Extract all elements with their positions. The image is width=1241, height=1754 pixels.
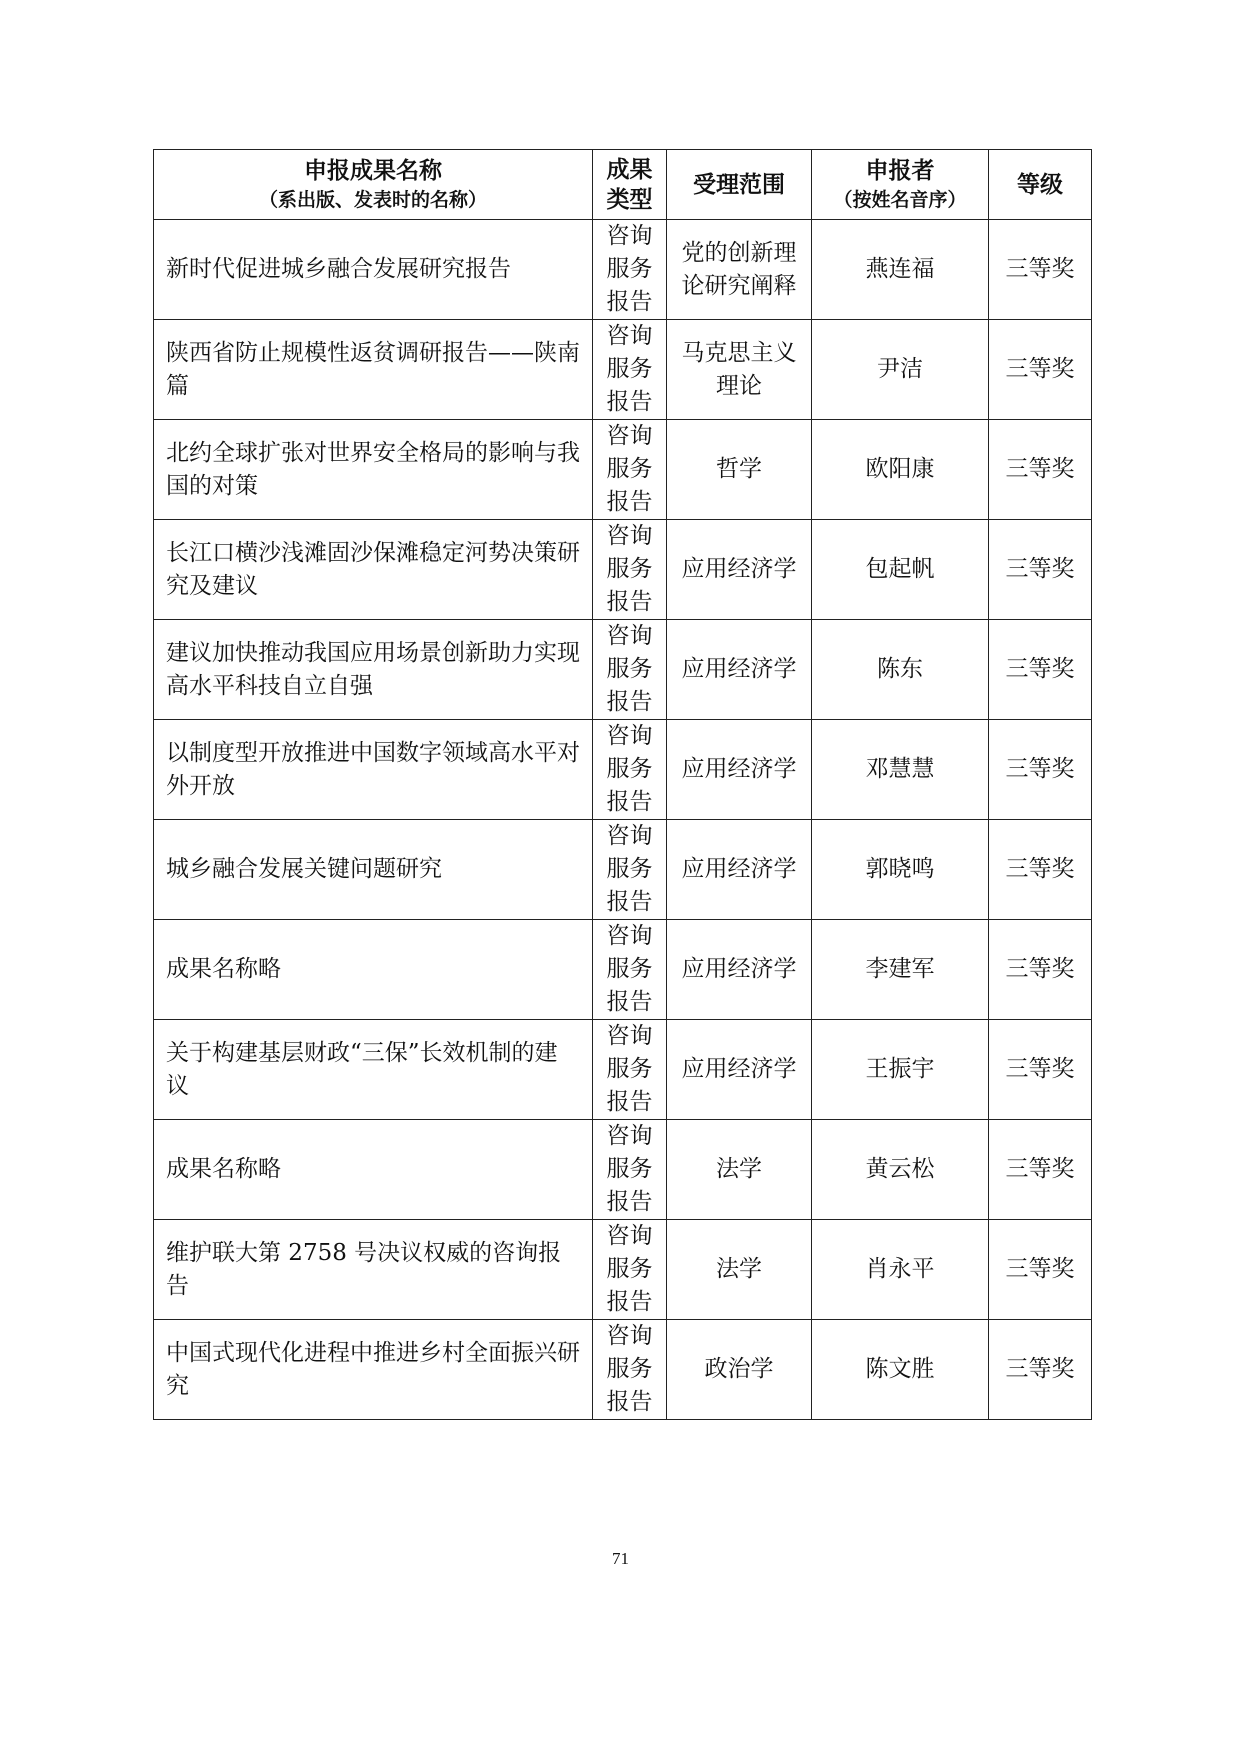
acceptance-scope-cell-text: 法学 — [716, 1156, 762, 1182]
page-number: 71 — [612, 1549, 629, 1568]
award-grade-cell: 三等奖 — [989, 720, 1092, 820]
achievement-type-cell-text: 咨询服务报告 — [606, 1123, 653, 1215]
award-grade-cell: 三等奖 — [989, 920, 1092, 1020]
award-grade-cell: 三等奖 — [989, 820, 1092, 920]
acceptance-scope-cell — [667, 1320, 812, 1420]
achievement-name-cell: 城乡融合发展关键问题研究 — [154, 820, 593, 920]
header-author-sub: （按姓名音序） — [833, 188, 967, 211]
award-grade-cell: 三等奖 — [989, 1020, 1092, 1120]
header-grade: 等级 — [989, 150, 1092, 220]
achievement-type-cell — [593, 220, 667, 320]
acceptance-scope-cell-text: 应用经济学 — [681, 656, 797, 682]
acceptance-scope-cell — [667, 420, 812, 520]
table-row — [154, 820, 1092, 920]
achievement-name-cell: 成果名称略 — [154, 1120, 593, 1220]
table-row — [154, 1320, 1092, 1420]
applicant-cell: 燕连福 — [812, 220, 989, 320]
header-type — [593, 150, 667, 220]
achievement-type-cell — [593, 820, 667, 920]
award-grade-cell: 三等奖 — [989, 220, 1092, 320]
applicant-cell: 郭晓鸣 — [812, 820, 989, 920]
header-name-sub: （系出版、发表时的名称） — [258, 188, 487, 211]
achievement-name-cell: 以制度型开放推进中国数字领域高水平对外开放 — [154, 720, 593, 820]
award-grade-cell: 三等奖 — [989, 1220, 1092, 1320]
achievement-name-cell: 成果名称略 — [154, 920, 593, 1020]
header-name-main: 申报成果名称 — [304, 156, 442, 184]
achievement-type-cell-text: 咨询服务报告 — [606, 623, 653, 715]
achievement-type-cell — [593, 420, 667, 520]
achievement-type-cell-text: 咨询服务报告 — [606, 823, 653, 915]
achievement-type-cell-text: 咨询服务报告 — [606, 523, 653, 615]
acceptance-scope-cell-text: 党的创新理论研究阐释 — [681, 239, 797, 299]
achievement-name-cell: 陕西省防止规模性返贫调研报告——陕南篇 — [154, 320, 593, 420]
header-author — [812, 150, 989, 220]
achievement-type-cell-text: 咨询服务报告 — [606, 1323, 653, 1415]
table-row — [154, 520, 1092, 620]
achievement-type-cell-text: 咨询服务报告 — [606, 323, 653, 415]
acceptance-scope-cell-text: 哲学 — [716, 456, 762, 482]
table-row — [154, 620, 1092, 720]
table-body — [154, 220, 1092, 1420]
award-grade-cell: 三等奖 — [989, 620, 1092, 720]
achievement-type-cell — [593, 1020, 667, 1120]
applicant-cell: 陈东 — [812, 620, 989, 720]
acceptance-scope-cell — [667, 520, 812, 620]
acceptance-scope-cell — [667, 720, 812, 820]
achievement-type-cell — [593, 520, 667, 620]
award-grade-cell: 三等奖 — [989, 1320, 1092, 1420]
applicant-cell: 王振宇 — [812, 1020, 989, 1120]
award-grade-cell: 三等奖 — [989, 520, 1092, 620]
award-grade-cell: 三等奖 — [989, 420, 1092, 520]
applicant-cell: 欧阳康 — [812, 420, 989, 520]
acceptance-scope-cell — [667, 1120, 812, 1220]
acceptance-scope-cell-text: 政治学 — [704, 1356, 774, 1382]
achievement-type-cell — [593, 320, 667, 420]
achievement-name-cell: 中国式现代化进程中推进乡村全面振兴研究 — [154, 1320, 593, 1420]
acceptance-scope-cell-text: 法学 — [716, 1256, 762, 1282]
applicant-cell: 黄云松 — [812, 1120, 989, 1220]
table-row — [154, 320, 1092, 420]
awards-table — [153, 149, 1092, 1420]
acceptance-scope-cell-text: 应用经济学 — [681, 856, 797, 882]
achievement-type-cell — [593, 920, 667, 1020]
achievement-name-cell: 建议加快推动我国应用场景创新助力实现高水平科技自立自强 — [154, 620, 593, 720]
acceptance-scope-cell — [667, 320, 812, 420]
applicant-cell: 尹洁 — [812, 320, 989, 420]
header-scope: 受理范围 — [667, 150, 812, 220]
acceptance-scope-cell — [667, 1220, 812, 1320]
table-row — [154, 1120, 1092, 1220]
table-row — [154, 720, 1092, 820]
achievement-type-cell — [593, 720, 667, 820]
achievement-name-cell: 关于构建基层财政“三保”长效机制的建议 — [154, 1020, 593, 1120]
achievement-type-cell-text: 咨询服务报告 — [606, 1223, 653, 1315]
acceptance-scope-cell — [667, 920, 812, 1020]
table-row — [154, 220, 1092, 320]
header-author-main: 申报者 — [865, 156, 935, 184]
acceptance-scope-cell-text: 应用经济学 — [681, 1056, 797, 1082]
achievement-type-cell — [593, 1320, 667, 1420]
achievement-name-cell: 新时代促进城乡融合发展研究报告 — [154, 220, 593, 320]
acceptance-scope-cell-text: 马克思主义理论 — [681, 339, 797, 399]
applicant-cell: 肖永平 — [812, 1220, 989, 1320]
applicant-cell: 陈文胜 — [812, 1320, 989, 1420]
table-row — [154, 1220, 1092, 1320]
table-header-row — [154, 150, 1092, 220]
applicant-cell: 包起帆 — [812, 520, 989, 620]
achievement-type-cell — [593, 1120, 667, 1220]
achievement-type-cell — [593, 1220, 667, 1320]
achievement-type-cell-text: 咨询服务报告 — [606, 723, 653, 815]
acceptance-scope-cell-text: 应用经济学 — [681, 956, 797, 982]
achievement-name-cell: 维护联大第 2758 号决议权威的咨询报告 — [154, 1220, 593, 1320]
achievement-name-cell: 北约全球扩张对世界安全格局的影响与我国的对策 — [154, 420, 593, 520]
header-type-label: 成果类型 — [606, 155, 653, 213]
achievement-type-cell-text: 咨询服务报告 — [606, 423, 653, 515]
achievement-type-cell-text: 咨询服务报告 — [606, 1023, 653, 1115]
achievement-name-cell: 长江口横沙浅滩固沙保滩稳定河势决策研究及建议 — [154, 520, 593, 620]
acceptance-scope-cell — [667, 1020, 812, 1120]
acceptance-scope-cell-text: 应用经济学 — [681, 556, 797, 582]
acceptance-scope-cell-text: 应用经济学 — [681, 756, 797, 782]
table-row — [154, 1020, 1092, 1120]
achievement-type-cell-text: 咨询服务报告 — [606, 923, 653, 1015]
achievement-type-cell-text: 咨询服务报告 — [606, 223, 653, 315]
applicant-cell: 邓慧慧 — [812, 720, 989, 820]
table-row — [154, 420, 1092, 520]
award-grade-cell: 三等奖 — [989, 1120, 1092, 1220]
applicant-cell: 李建军 — [812, 920, 989, 1020]
table-row — [154, 920, 1092, 1020]
acceptance-scope-cell — [667, 620, 812, 720]
acceptance-scope-cell — [667, 820, 812, 920]
acceptance-scope-cell — [667, 220, 812, 320]
achievement-type-cell — [593, 620, 667, 720]
award-grade-cell: 三等奖 — [989, 320, 1092, 420]
header-name — [154, 150, 593, 220]
